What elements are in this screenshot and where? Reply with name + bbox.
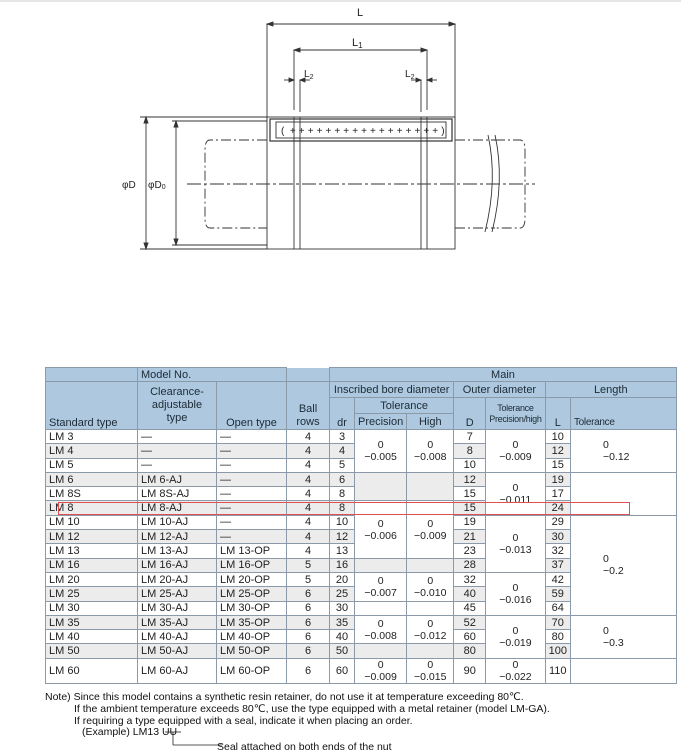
cell-open-type: — [217, 472, 287, 486]
cell-dr: 25 [330, 587, 355, 601]
cell-bore-tolerance-high [407, 658, 454, 683]
cell-clearance-type: LM 25-AJ [138, 587, 217, 601]
ball-icon: + [361, 126, 367, 137]
tolerance-lower: −0.012 [414, 629, 447, 642]
cell-bore-tolerance-blank [407, 644, 454, 658]
tolerance-upper: 0 [512, 531, 519, 544]
cell-open-type: LM 60-OP [217, 658, 287, 683]
tolerance-upper: 0 [602, 438, 609, 451]
tolerance-lower: −0.009 [364, 670, 397, 683]
header-main: Main [330, 368, 677, 382]
header-L: L [545, 398, 570, 430]
cell-open-type: LM 35-OP [217, 615, 287, 629]
cell-clearance-type: LM 12-AJ [138, 530, 217, 544]
cell-length: 32 [545, 544, 570, 558]
ball-icon: + [396, 126, 403, 137]
note-line-1: Note) Since this model contains a synthetic resin retainer, do not use it at temperature exceeding 80℃. [45, 691, 524, 703]
cell-ball-rows: 4 [287, 472, 330, 486]
tolerance-upper: 0 [377, 438, 384, 451]
cell-ball-rows: 5 [287, 572, 330, 586]
tolerance-lower: −0.2 [602, 565, 624, 578]
header-standard-type: Standard type [46, 382, 138, 430]
cell-clearance-type: LM 10-AJ [138, 515, 217, 529]
cell-clearance-type: LM 35-AJ [138, 615, 217, 629]
cell-clearance-type: LM 16-AJ [138, 558, 217, 572]
table-row [46, 615, 677, 629]
header-model-no: Model No. [138, 368, 287, 382]
cell-ball-rows: 6 [287, 601, 330, 615]
header-precision: Precision [355, 414, 407, 430]
tolerance-upper: 0 [427, 658, 434, 671]
cell-length: 42 [545, 572, 570, 586]
cell-ball-rows: 4 [287, 530, 330, 544]
cell-open-type: — [217, 458, 287, 472]
cell-length-tolerance-blank [570, 472, 676, 515]
cell-open-type: LM 16-OP [217, 558, 287, 572]
label-L2-right: L [405, 69, 411, 80]
cell-outer-diameter: 80 [454, 644, 486, 658]
cell-ball-rows: 6 [287, 630, 330, 644]
cell-outer-tolerance [486, 572, 545, 615]
cell-outer-diameter: 12 [454, 472, 486, 486]
cell-dr: 5 [330, 458, 355, 472]
header-outer-tolerance-1: Tolerance [497, 402, 534, 413]
cell-bore-tolerance-precision [355, 615, 407, 644]
cell-length: 100 [545, 644, 570, 658]
cell-dr: 40 [330, 630, 355, 644]
cell-outer-diameter: 8 [454, 444, 486, 458]
header-length: Length [545, 382, 676, 398]
ball-icon: + [298, 126, 305, 137]
cell-dr: 3 [330, 430, 355, 444]
cell-open-type: — [217, 430, 287, 444]
cell-standard-type: LM 5 [46, 458, 138, 472]
cell-length-tolerance [570, 615, 676, 658]
cell-bore-tolerance-high [407, 615, 454, 644]
cell-length: 70 [545, 615, 570, 629]
cell-standard-type: LM 8 [46, 501, 138, 515]
cell-outer-diameter: 28 [454, 558, 486, 572]
retainer-end-icon: ( [281, 126, 285, 137]
cell-ball-rows: 6 [287, 587, 330, 601]
cell-outer-diameter: 7 [454, 430, 486, 444]
cell-outer-tolerance [486, 615, 545, 658]
cell-standard-type: LM 12 [46, 530, 138, 544]
ball-icon: + [343, 126, 350, 137]
cell-outer-diameter: 40 [454, 587, 486, 601]
bushing-drawing [0, 0, 681, 300]
tolerance-lower: −0.011 [499, 493, 532, 506]
label-D0: φD [148, 180, 162, 191]
cell-length: 24 [545, 501, 570, 515]
header-D: D [454, 398, 486, 430]
cell-clearance-type: LM 50-AJ [138, 644, 217, 658]
tolerance-upper: 0 [377, 617, 384, 630]
ball-icon: + [387, 126, 394, 137]
ball-icon: + [316, 126, 323, 137]
cell-outer-tolerance [486, 472, 545, 515]
cell-standard-type: LM 6 [46, 472, 138, 486]
svg-text:L2 [304, 69, 314, 81]
cell-standard-type: LM 50 [46, 644, 138, 658]
label-L: L [357, 7, 364, 19]
ball-icon: + [352, 126, 359, 137]
cell-open-type: — [217, 515, 287, 529]
header-ball-rows-2: rows [296, 416, 320, 428]
cell-length: 80 [545, 630, 570, 644]
header-clearance-1: Clearance- [150, 386, 204, 398]
cell-bore-tolerance-blank [407, 601, 454, 615]
cell-standard-type: LM 3 [46, 430, 138, 444]
cell-open-type: — [217, 501, 287, 515]
note-line-3: If requiring a type equipped with a seal, indicate it when placing an order. [74, 714, 413, 727]
header-bore-tolerance: Tolerance [355, 398, 454, 414]
cell-outer-diameter: 23 [454, 544, 486, 558]
cell-clearance-type: — [138, 444, 217, 458]
header-dr: dr [330, 398, 355, 430]
cell-dr: 50 [330, 644, 355, 658]
cell-length: 30 [545, 530, 570, 544]
label-L2-right-sub: 2 [410, 74, 415, 81]
cell-bore-tolerance-high [407, 430, 454, 473]
tolerance-upper: 0 [602, 553, 609, 566]
header-ball-rows-1: Ball [298, 403, 318, 415]
tolerance-upper: 0 [602, 624, 609, 637]
ball-icon: + [414, 126, 421, 137]
example-bracket [164, 731, 224, 751]
ball-icon: + [405, 126, 412, 137]
tolerance-lower: −0.016 [499, 593, 532, 606]
tolerance-lower: −0.022 [499, 670, 532, 683]
cell-dr: 35 [330, 615, 355, 629]
label-L1-sub: 1 [358, 41, 363, 50]
tolerance-lower: −0.009 [414, 529, 447, 542]
cell-ball-rows: 4 [287, 544, 330, 558]
tolerance-upper: 0 [427, 438, 434, 451]
cell-length: 19 [545, 472, 570, 486]
cell-open-type: LM 20-OP [217, 572, 287, 586]
cell-ball-rows: 4 [287, 501, 330, 515]
cell-clearance-type: LM 6-AJ [138, 472, 217, 486]
cell-open-type: LM 13-OP [217, 544, 287, 558]
cell-clearance-type: LM 8S-AJ [138, 487, 217, 501]
ball-icon: + [307, 126, 314, 137]
cell-clearance-type: LM 20-AJ [138, 572, 217, 586]
cell-ball-rows: 4 [287, 430, 330, 444]
tolerance-lower: −0.015 [414, 670, 447, 683]
label-L2-left: L [304, 69, 310, 80]
svg-text:L2 [405, 69, 415, 81]
tolerance-upper: 0 [512, 624, 519, 637]
header-clearance-3: type [166, 412, 188, 424]
tolerance-upper: 0 [512, 481, 519, 494]
cell-clearance-type: LM 30-AJ [138, 601, 217, 615]
table-row [46, 472, 677, 486]
ball-icon: + [432, 126, 439, 137]
cell-standard-type: LM 16 [46, 558, 138, 572]
note-line-2: If the ambient temperature exceeds 80℃, use the type equipped with a metal retainer (model LM-GA). [74, 702, 550, 715]
cell-clearance-type: LM 60-AJ [138, 658, 217, 683]
note-line-4: (Example) LM13 UU [82, 726, 178, 739]
cell-bore-tolerance-precision [355, 430, 407, 473]
cell-clearance-type: LM 40-AJ [138, 630, 217, 644]
cell-open-type: LM 50-OP [217, 644, 287, 658]
cell-clearance-type: LM 8-AJ [138, 501, 217, 515]
cell-length-tolerance-blank [570, 658, 676, 683]
cell-standard-type: LM 13 [46, 544, 138, 558]
cell-standard-type: LM 4 [46, 444, 138, 458]
cell-outer-tolerance [486, 430, 545, 473]
cell-bore-tolerance-precision [355, 658, 407, 683]
cell-dr: 6 [330, 472, 355, 486]
cell-outer-diameter: 45 [454, 601, 486, 615]
header-clearance-2: adjustable [151, 399, 203, 411]
tolerance-lower: −0.008 [414, 450, 447, 463]
cell-ball-rows: 4 [287, 444, 330, 458]
cell-standard-type: LM 35 [46, 615, 138, 629]
ball-row [281, 126, 445, 137]
header-open-type: Open type [217, 382, 287, 430]
cell-length-tolerance [570, 515, 676, 615]
cell-clearance-type: — [138, 430, 217, 444]
cell-open-type: — [217, 444, 287, 458]
cell-bore-tolerance-blank [407, 558, 454, 572]
cell-outer-tolerance [486, 515, 545, 572]
cell-outer-diameter: 19 [454, 515, 486, 529]
cell-standard-type: LM 20 [46, 572, 138, 586]
cell-bore-tolerance-precision [355, 572, 407, 601]
tolerance-lower: −0.010 [414, 586, 447, 599]
cell-dr: 8 [330, 487, 355, 501]
cell-length: 110 [545, 658, 570, 683]
retainer-end-icon: ) [441, 126, 445, 137]
cell-dr: 12 [330, 530, 355, 544]
cell-open-type: LM 30-OP [217, 601, 287, 615]
label-L2-left-sub: 2 [309, 74, 314, 81]
cell-outer-diameter: 90 [454, 658, 486, 683]
cell-clearance-type: — [138, 458, 217, 472]
cell-dr: 30 [330, 601, 355, 615]
tolerance-lower: −0.3 [602, 636, 624, 649]
cell-open-type: LM 25-OP [217, 587, 287, 601]
tolerance-upper: 0 [377, 658, 384, 671]
note-line-5: Seal attached on both ends of the nut [217, 741, 392, 754]
svg-text:L1 [352, 37, 363, 50]
cell-dr: 20 [330, 572, 355, 586]
cell-dr: 4 [330, 444, 355, 458]
cell-standard-type: LM 30 [46, 601, 138, 615]
cell-bore-tolerance-high [407, 501, 454, 558]
label-D: φD [122, 180, 136, 191]
cell-length: 15 [545, 458, 570, 472]
cell-standard-type: LM 60 [46, 658, 138, 683]
tolerance-lower: −0.005 [364, 450, 397, 463]
tolerance-lower: −0.12 [602, 450, 630, 463]
ball-icon: + [325, 126, 332, 137]
tolerance-lower: −0.009 [499, 450, 532, 463]
cell-ball-rows: 6 [287, 615, 330, 629]
cell-bore-tolerance-blank [355, 472, 407, 501]
cell-ball-rows: 5 [287, 558, 330, 572]
cell-ball-rows: 4 [287, 458, 330, 472]
spec-table [45, 367, 677, 684]
cell-dr: 60 [330, 658, 355, 683]
cell-ball-rows: 4 [287, 487, 330, 501]
cell-bore-tolerance-blank [355, 601, 407, 615]
cell-open-type: — [217, 487, 287, 501]
header-inscribed-bore: Inscribed bore diameter [330, 382, 454, 398]
tolerance-lower: −0.019 [499, 636, 532, 649]
label-L1: L [352, 37, 359, 49]
cell-standard-type: LM 40 [46, 630, 138, 644]
ball-icon: + [289, 126, 296, 137]
tolerance-lower: −0.008 [364, 629, 397, 642]
header-outer-tolerance-2: Precision/high [489, 413, 542, 424]
cell-standard-type: LM 25 [46, 587, 138, 601]
tolerance-upper: 0 [512, 438, 519, 451]
cell-outer-diameter: 52 [454, 615, 486, 629]
tolerance-upper: 0 [427, 574, 434, 587]
tolerance-upper: 0 [427, 517, 434, 530]
cell-ball-rows: 4 [287, 515, 330, 529]
header-high: High [407, 414, 454, 430]
cell-bore-tolerance-blank [355, 644, 407, 658]
cell-outer-diameter: 15 [454, 501, 486, 515]
cell-bore-tolerance-blank [407, 472, 454, 501]
header-outer-diameter: Outer diameter [454, 382, 545, 398]
cell-standard-type: LM 8S [46, 487, 138, 501]
cell-ball-rows: 6 [287, 644, 330, 658]
cell-length: 29 [545, 515, 570, 529]
cell-ball-rows: 6 [287, 658, 330, 683]
cell-outer-diameter: 10 [454, 458, 486, 472]
svg-text:φD0 [148, 180, 166, 191]
header-length-tolerance: Tolerance [570, 398, 676, 430]
cell-bore-tolerance-blank [355, 558, 407, 572]
cell-outer-diameter: 60 [454, 630, 486, 644]
table-row [46, 658, 677, 683]
cell-standard-type: LM 10 [46, 515, 138, 529]
tolerance-upper: 0 [512, 581, 519, 594]
note [45, 692, 550, 754]
cell-length: 37 [545, 558, 570, 572]
cell-outer-diameter: 21 [454, 530, 486, 544]
ball-icon: + [378, 126, 385, 137]
ball-icon: + [334, 126, 341, 137]
cell-clearance-type: LM 13-AJ [138, 544, 217, 558]
ball-icon: + [370, 126, 376, 137]
cell-open-type: LM 40-OP [217, 630, 287, 644]
cell-length: 64 [545, 601, 570, 615]
cell-bore-tolerance-precision [355, 501, 407, 558]
cell-open-type: — [217, 530, 287, 544]
table-row [46, 430, 677, 444]
cell-length: 59 [545, 587, 570, 601]
label-D0-sub: 0 [161, 184, 166, 191]
cell-bore-tolerance-high [407, 572, 454, 601]
tolerance-upper: 0 [427, 617, 434, 630]
cell-length: 10 [545, 430, 570, 444]
tolerance-upper: 0 [512, 658, 519, 671]
cell-outer-diameter: 15 [454, 487, 486, 501]
cell-outer-diameter: 32 [454, 572, 486, 586]
cell-length: 12 [545, 444, 570, 458]
ball-icon: + [423, 126, 430, 137]
tolerance-lower: −0.006 [364, 529, 397, 542]
cell-dr: 13 [330, 544, 355, 558]
cell-dr: 16 [330, 558, 355, 572]
tolerance-lower: −0.007 [364, 586, 397, 599]
cell-length-tolerance [570, 430, 676, 473]
cell-outer-tolerance [486, 658, 545, 683]
cell-dr: 8 [330, 501, 355, 515]
tolerance-upper: 0 [377, 574, 384, 587]
cell-length: 17 [545, 487, 570, 501]
tolerance-upper: 0 [377, 517, 384, 530]
cell-dr: 10 [330, 515, 355, 529]
tolerance-lower: −0.013 [499, 543, 532, 556]
